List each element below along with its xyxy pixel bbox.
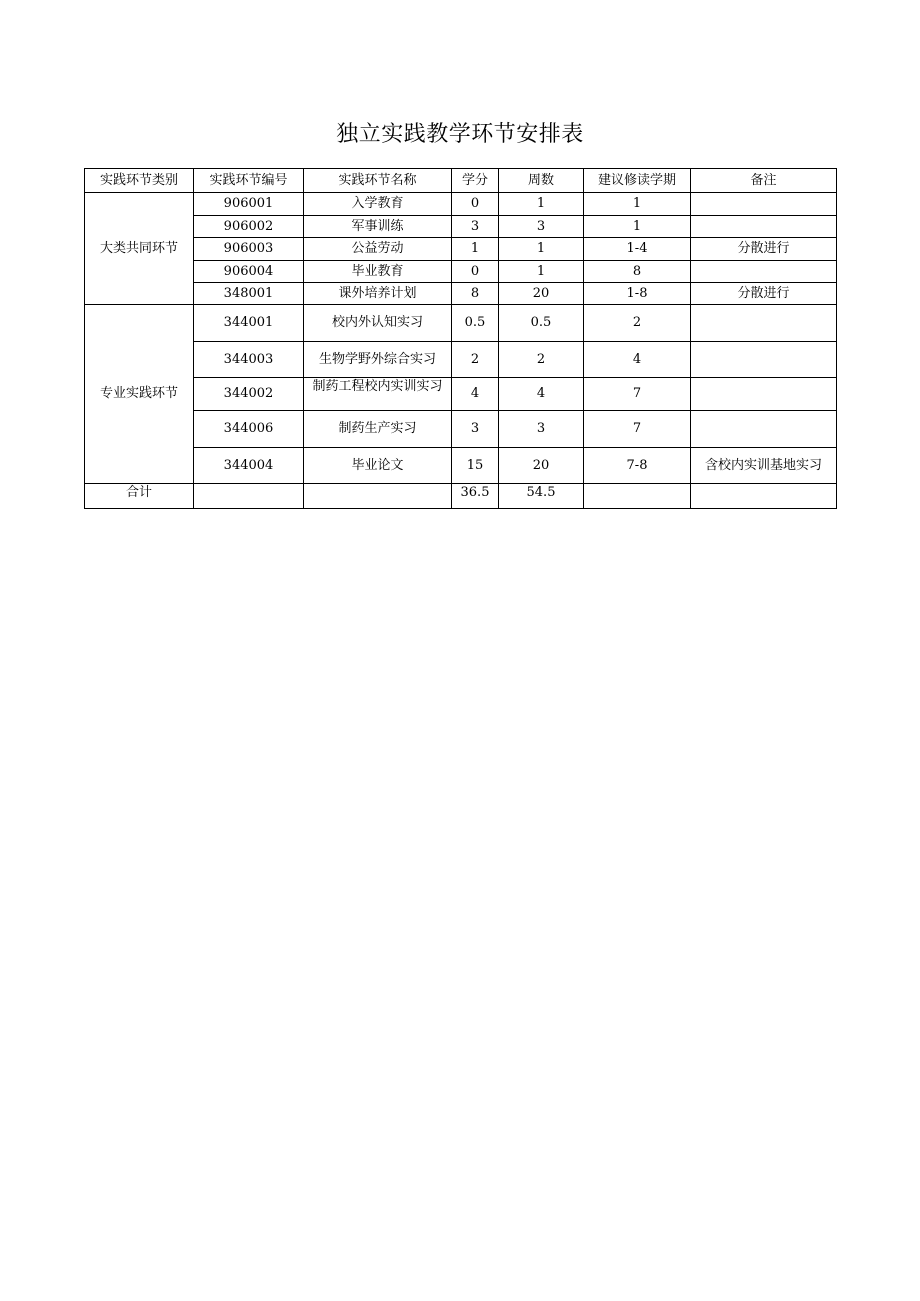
table-row xyxy=(85,238,837,261)
practice-schedule-table xyxy=(84,168,837,509)
code-cell: 906002 xyxy=(194,216,304,238)
semester-cell: 1 xyxy=(584,193,691,216)
code-cell: 344003 xyxy=(194,342,304,378)
weeks-cell: 3 xyxy=(499,216,584,238)
name-cell: 毕业论文 xyxy=(304,448,452,484)
name-cell: 入学教育 xyxy=(304,193,452,216)
name-cell: 校内外认知实习 xyxy=(304,305,452,342)
credits-cell: 15 xyxy=(452,448,499,484)
credits-cell: 0.5 xyxy=(452,305,499,342)
weeks-cell: 1 xyxy=(499,193,584,216)
note-cell xyxy=(691,378,837,411)
header-weeks: 周数 xyxy=(499,169,584,193)
semester-cell: 2 xyxy=(584,305,691,342)
name-cell: 制药生产实习 xyxy=(304,411,452,448)
name-cell: 毕业教育 xyxy=(304,261,452,283)
note-cell xyxy=(691,193,837,216)
table-row xyxy=(85,261,837,283)
header-code: 实践环节编号 xyxy=(194,169,304,193)
table-row xyxy=(85,378,837,411)
semester-cell: 7-8 xyxy=(584,448,691,484)
header-note: 备注 xyxy=(691,169,837,193)
note-cell: 分散进行 xyxy=(691,238,837,261)
semester-cell: 1-8 xyxy=(584,283,691,305)
note-cell: 分散进行 xyxy=(691,283,837,305)
total-weeks: 54.5 xyxy=(499,484,584,509)
name-cell: 制药工程校内实训实习 xyxy=(304,378,452,411)
semester-cell: 8 xyxy=(584,261,691,283)
note-cell xyxy=(691,342,837,378)
code-cell: 344004 xyxy=(194,448,304,484)
credits-cell: 8 xyxy=(452,283,499,305)
total-note-cell xyxy=(691,484,837,509)
header-name: 实践环节名称 xyxy=(304,169,452,193)
code-cell: 344002 xyxy=(194,378,304,411)
code-cell: 344001 xyxy=(194,305,304,342)
category-cell: 大类共同环节 xyxy=(85,193,194,305)
weeks-cell: 20 xyxy=(499,448,584,484)
name-cell: 生物学野外综合实习 xyxy=(304,342,452,378)
note-cell xyxy=(691,411,837,448)
total-semester-cell xyxy=(584,484,691,509)
semester-cell: 1-4 xyxy=(584,238,691,261)
table-row xyxy=(85,342,837,378)
category-cell: 专业实践环节 xyxy=(85,305,194,484)
weeks-cell: 1 xyxy=(499,238,584,261)
table-row xyxy=(85,448,837,484)
header-credits: 学分 xyxy=(452,169,499,193)
header-row xyxy=(85,169,837,193)
credits-cell: 3 xyxy=(452,411,499,448)
code-cell: 344006 xyxy=(194,411,304,448)
semester-cell: 4 xyxy=(584,342,691,378)
credits-cell: 0 xyxy=(452,261,499,283)
weeks-cell: 20 xyxy=(499,283,584,305)
credits-cell: 3 xyxy=(452,216,499,238)
code-cell: 906001 xyxy=(194,193,304,216)
name-cell: 公益劳动 xyxy=(304,238,452,261)
total-label: 合计 xyxy=(85,484,194,509)
semester-cell: 7 xyxy=(584,378,691,411)
semester-cell: 7 xyxy=(584,411,691,448)
note-cell: 含校内实训基地实习 xyxy=(691,448,837,484)
code-cell: 906004 xyxy=(194,261,304,283)
table-row xyxy=(85,411,837,448)
note-cell xyxy=(691,261,837,283)
semester-cell: 1 xyxy=(584,216,691,238)
table-row xyxy=(85,305,837,342)
weeks-cell: 0.5 xyxy=(499,305,584,342)
code-cell: 348001 xyxy=(194,283,304,305)
credits-cell: 2 xyxy=(452,342,499,378)
weeks-cell: 1 xyxy=(499,261,584,283)
weeks-cell: 3 xyxy=(499,411,584,448)
credits-cell: 1 xyxy=(452,238,499,261)
credits-cell: 4 xyxy=(452,378,499,411)
header-semester: 建议修读学期 xyxy=(584,169,691,193)
name-cell: 军事训练 xyxy=(304,216,452,238)
weeks-cell: 4 xyxy=(499,378,584,411)
total-code-cell xyxy=(194,484,304,509)
total-credits: 36.5 xyxy=(452,484,499,509)
credits-cell: 0 xyxy=(452,193,499,216)
table-row xyxy=(85,216,837,238)
total-row xyxy=(85,484,837,509)
page-title: 独立实践教学环节安排表 xyxy=(336,122,584,147)
table-row xyxy=(85,193,837,216)
note-cell xyxy=(691,305,837,342)
name-cell: 课外培养计划 xyxy=(304,283,452,305)
note-cell xyxy=(691,216,837,238)
total-name-cell xyxy=(304,484,452,509)
weeks-cell: 2 xyxy=(499,342,584,378)
header-category: 实践环节类别 xyxy=(85,169,194,193)
table-row xyxy=(85,283,837,305)
code-cell: 906003 xyxy=(194,238,304,261)
